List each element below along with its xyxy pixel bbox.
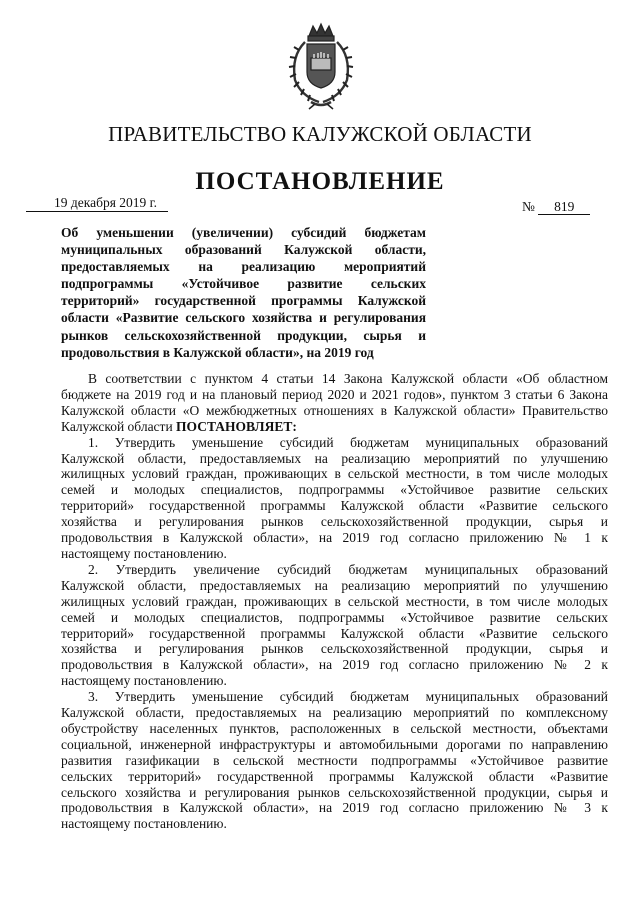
item1-line: настоящему постановлению. <box>61 545 227 561</box>
subject-line: Об уменьшении (увеличении) субсидий бюджетам <box>61 225 426 240</box>
item3-line: сельского хозяйства и регулирования рынков сельскохозяйственной продукции, сырья и <box>61 784 608 800</box>
preamble-line: бюджете на 2019 год и на плановый период 2020 и 2021 годов», пунктом 3 статьи 6 Закона <box>61 386 608 402</box>
item1-line: территорий» государственной программы Калужской области «Развитие сельского <box>61 498 608 514</box>
document-date: 19 декабря 2019 г. <box>26 195 168 212</box>
item3-line: социальной, инженерной инфраструктуры и автомобильными дорогами по направлению <box>61 736 608 752</box>
item2-line: 2. Утвердить увеличение субсидий бюджетам муниципальных образований <box>88 561 608 577</box>
item2-line: Калужской области, предоставляемых на реализацию мероприятий по улучшению <box>61 577 608 593</box>
preamble-line: Калужской области «О межбюджетных отношениях в Калужской области» Правительство <box>61 402 608 418</box>
coat-of-arms-icon <box>285 22 357 110</box>
subject-line: подпрограммы «Устойчивое развитие сельских <box>61 276 426 292</box>
preamble-line: В соответствии с пунктом 4 статьи 14 Закона Калужской области «Об областном <box>88 371 608 386</box>
item3-line: развития газификации в сельской местности подпрограммы «Устойчивое развитие <box>61 752 608 768</box>
number-label: № <box>522 199 535 214</box>
item2-line: жилищных условий граждан, проживающих в сельской местности, в том числе молодых <box>61 593 608 609</box>
item1-line: Калужской области, предоставляемых на реализацию мероприятий по улучшению <box>61 450 608 466</box>
subject-line: рынков сельскохозяйственной продукции, сырья и <box>61 327 426 343</box>
item2-line: хозяйства и регулирования рынков сельскохозяйственной продукции, сырья и <box>61 641 608 657</box>
item2-line: территорий» государственной программы Калужской области «Развитие сельского <box>61 625 608 641</box>
subject-line: муниципальных образований Калужской области, <box>61 242 426 258</box>
document-type-title: ПОСТАНОВЛЕНИЕ <box>195 168 445 195</box>
item1-line: семей и молодых специалистов, подпрограммы «Устойчивое развитие сельских <box>61 482 608 498</box>
item3-line: Калужской области, предоставляемых на реализацию мероприятий по комплексному <box>61 705 608 721</box>
item3-line: сельских территорий» государственной программы Калужской области «Развитие <box>61 768 608 784</box>
document-subject <box>61 224 426 361</box>
subject-line: предоставляемых на реализацию мероприятий <box>61 259 426 275</box>
document-body <box>61 371 608 832</box>
item1-line: продовольствия в Калужской области», на 2019 год согласно приложению № 1 к <box>61 530 608 546</box>
item2-line: продовольствия в Калужской области», на 2019 год согласно приложению № 2 к <box>61 657 608 673</box>
document-number <box>522 199 590 215</box>
item2-line: настоящему постановлению. <box>61 673 227 689</box>
item1-line: 1. Утвердить уменьшение субсидий бюджетам муниципальных образований <box>88 434 608 450</box>
item1-line: жилищных условий граждан, проживающих в сельской местности, в том числе молодых <box>61 466 608 482</box>
subject-line: продовольствия в Калужской области», на 2019 год <box>61 344 374 360</box>
number-value: 819 <box>538 199 590 215</box>
government-name: ПРАВИТЕЛЬСТВО КАЛУЖСКОЙ ОБЛАСТИ <box>108 122 532 146</box>
item3-line: обустройству населенных пунктов, расположенных в сельской местности, объектами <box>61 720 608 736</box>
item3-line: настоящему постановлению. <box>61 816 227 832</box>
subject-line: территорий» государственной программы Калужской <box>61 293 426 309</box>
preamble-prefix: Калужской области <box>61 418 173 434</box>
item3-line: 3. Утвердить уменьшение субсидий бюджетам муниципальных образований <box>88 689 608 705</box>
resolves-keyword: ПОСТАНОВЛЯЕТ: <box>176 418 297 434</box>
preamble-line <box>61 419 608 435</box>
item2-line: семей и молодых специалистов, подпрограммы «Устойчивое развитие сельских <box>61 609 608 625</box>
subject-line: области «Развитие сельского хозяйства и регулирования <box>61 310 426 326</box>
item1-line: хозяйства и регулирования рынков сельскохозяйственной продукции, сырья и <box>61 514 608 530</box>
item3-line: продовольствия в Калужской области», на 2019 год согласно приложению № 3 к <box>61 800 608 816</box>
